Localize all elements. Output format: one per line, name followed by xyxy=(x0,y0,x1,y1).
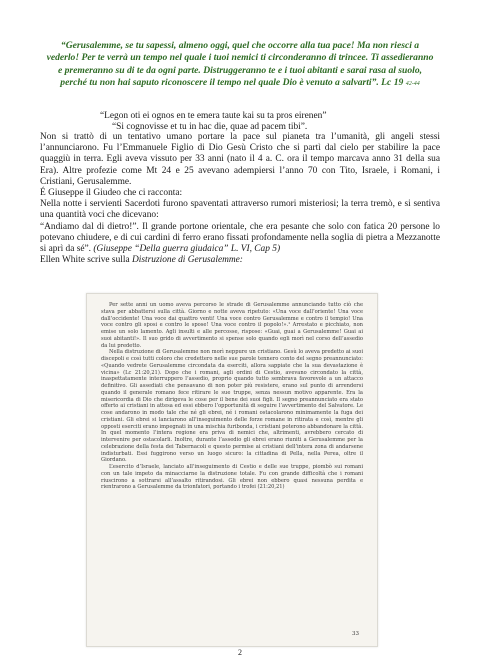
quote-reference-verses: 42-44 xyxy=(405,80,420,87)
body-text xyxy=(40,132,440,266)
paragraph-ellen-white xyxy=(40,255,440,266)
book-title: Distruzione di Gerusalemme: xyxy=(132,255,243,266)
scan-paragraph-2: Nella distruzione di Gerusalemme non morì neppure un cristiano. Gesù lo aveva predetto ai suoi discepoli e così tutti coloro che credettero nelle sue parole tennero conto del segno preannunciato: «Quando vedrete Gerusalemme circondata da eserciti, allora sappiate che la sua devastazione è vicina» (Lc 21:20,21). Dopo che i romani, agli ordini di Cestio, avevano circondato la città, inaspettatamente interruppero l’assedio, proprio quando tutto sembrava favorevole a un attacco definitivo. Gli assediati che pensavano di non poter più resistere, erano sul punto di arrendersi quando il generale romano fece ritirare le sue truppe, senza nessun motivo apparente. Era la misericordia di Dio che dirigeva le cose per il bene dei suoi figli. Il segno preannunciato era stato offerto ai cristiani in attesa ed essi ebbero l’opportunità di seguire l’avvertimento del Salvatore. Le cose andarono in modo tale che né gli ebrei, né i romani ostacolarono minimamente la fuga dei cristiani. Gli ebrei si lanciarono all’inseguimento delle forze romane in ritirata e così, mentre gli opposti eserciti erano impegnati in una mischia furibonda, i cristiani poterono abbandonare la città. In quel momento l’intera regione era priva di nemici che, altrimenti, avrebbero cercato di intervenire per ostacolarli. Inoltre, durante l’assedio gli ebrei erano riuniti a Gerusalemme per la celebrazione della festa dei Tabernacoli e questo permise ai cristiani dell’intera zona di andarsene indisturbati. Essi fuggirono verso un luogo sicuro: la cittadina di Pella, nella Perea, oltre il Giordano. xyxy=(101,349,363,464)
voices-source: (Giuseppe “Della guerra giudaica” L. VI, Cap 5) xyxy=(93,244,281,255)
greek-transliteration-line: “Legon oti ei ognos en te emera taute kai su ta pros eirenen” xyxy=(100,111,327,121)
paragraph-intro: Non si trattò di un tentativo umano portare la pace sul pianeta tra l’umanità, gli angeli stessi l’annunciarono. Fu l’Emmanuele Figlio di Dio Gesù Cristo che si partì dal cielo per stabilire la pace quaggiù in terra. Egli aveva vissuto per 33 anni (nato il 4 a. C. ora il tempo marcava anno 31 della sua Era). Altre profezie come Mt 24 e 25 avevano adempiersi l’anno 70 con Tito, Israele, i Romani, i Cristiani, Gerusalemme. xyxy=(40,132,440,187)
quote-reference: Lc 19 xyxy=(381,76,404,88)
ellen-white-lead: Ellen White scrive sulla xyxy=(40,255,130,266)
paragraph-voices xyxy=(40,222,440,256)
scan-paragraph-3: L’esercito d’Israele, lanciato all’inseguimento di Cestio e delle sue truppe, piombò sui romani con un tale impeto da minacciarne la distruzione totale. Fu con grande difficoltà che i romani riuscirono a sottrarsi all’assalto ritirandosi. Gli ebrei non ebbero quasi nessuna perdita e rientrarono a Gerusalemme da trionfatori, portando i trofei (21:20,21) xyxy=(101,464,363,491)
scan-paragraph-1: Per sette anni un uomo aveva percorso le strade di Gerusalemme annunciando tutto ciò che stava per abbattersi sulla città. Giorno e notte aveva ripetuto: «Una voce dall’oriente! Una voce dall’occidente! Una voce dai quattro venti! Una voce contro Gerusalemme e contro il tempio! Una voce contro gli sposi e contro le spose! Una voce contro il popolo!».¹ Arrestato e picchiato, non emise un solo lamento. Agli insulti e alle percosse, rispose: «Guai, guai a Gerusalemme! Guai ai suoi abitanti!». Il suo grido di avvertimento si spense solo quando egli morì nel corso dell’assedio da lui predetto. xyxy=(101,302,363,349)
voices-quote: “Andiamo dal di dietro!”. Il grande portone orientale, che era pesante che solo con fatica 20 persone lo potevano chiudere, e di cui cardini di ferro erano fissati profondamente nella soglia di pietra a Mezzanotte si aprì da sé”. xyxy=(40,221,440,255)
paragraph-giuseppe: É Giuseppe il Giudeo che ci racconta: xyxy=(40,188,183,199)
scanned-book-page xyxy=(86,293,378,647)
paragraph-night: Nella notte i servienti Sacerdoti furono spaventati attraverso rumori misteriosi; la terra tremò, e si sentiva una quantità voci che dicevano: xyxy=(40,199,440,221)
page-number: 2 xyxy=(238,648,242,657)
quote-text: “Gerusalemme, se tu sapessi, almeno oggi, quel che occorre alla tua pace! Ma non riesci a vederlo! Per te verrà un tempo nel quale i tuoi nemici ti circonderanno di trincee. Ti assedieranno e premeranno su di te da ogni parte. Distruggeranno te e i tuoi abitanti e sarai rasa al suolo, perché tu non hai saputo riconoscere il tempo nel quale Dio è venuto a salvarti”. xyxy=(46,40,434,88)
bible-quote xyxy=(44,40,436,90)
scan-page-number: 33 xyxy=(352,631,359,638)
latin-quote xyxy=(40,111,400,133)
latin-vulgate-line: “Si cognovisse et tu in hac die, quae ad pacem tibi”. xyxy=(112,122,308,133)
